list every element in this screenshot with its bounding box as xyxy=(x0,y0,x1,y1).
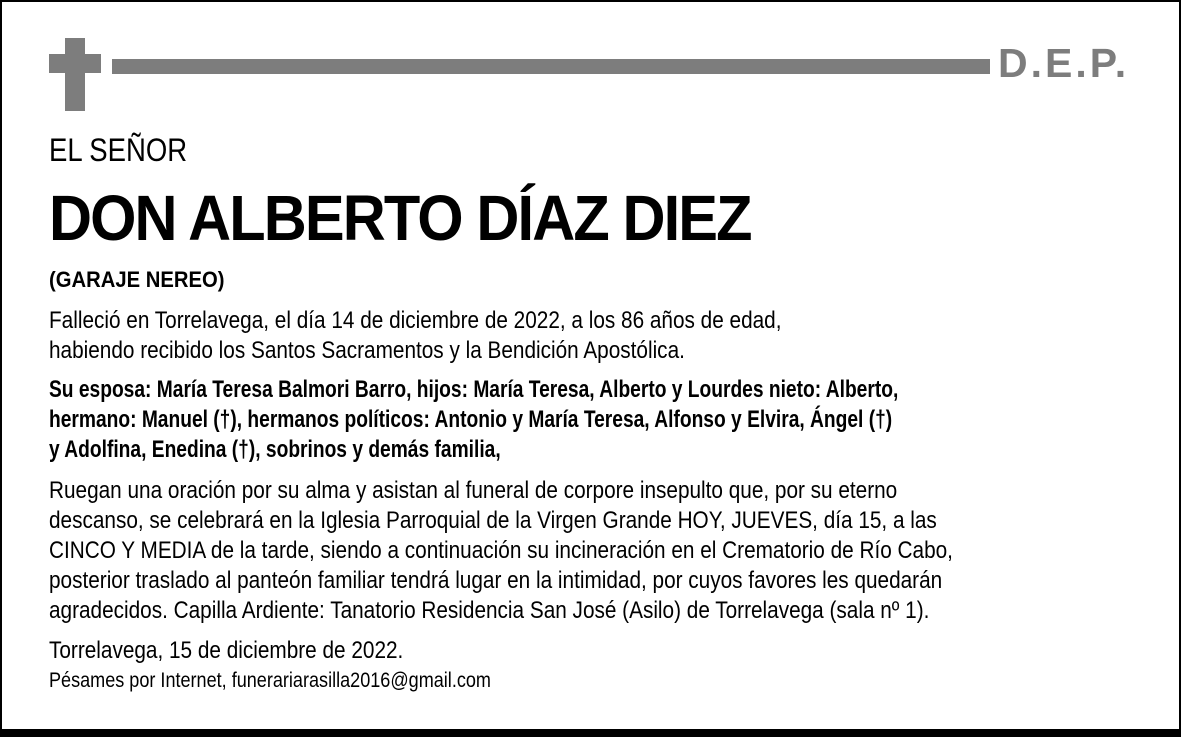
family-line: y Adolfina, Enedina (†), sobrinos y demás familia, xyxy=(49,436,501,463)
place-date: Torrelavega, 15 de diciembre de 2022. xyxy=(49,637,404,664)
cross-horizontal-bar xyxy=(49,54,101,73)
funeral-line: descanso, se celebrará en la Iglesia Parroquial de la Virgen Grande HOY, JUEVES, día 15, a las xyxy=(49,507,937,534)
death-notice xyxy=(49,306,781,366)
funeral-line: CINCO Y MEDIA de la tarde, siendo a continuación su incineración en el Crematorio de Río Cabo, xyxy=(49,537,953,564)
funeral-line: agradecidos. Capilla Ardiente: Tanatorio Residencia San José (Asilo) de Torrelavega (sala nº 1). xyxy=(49,597,930,624)
death-notice-line: habiendo recibido los Santos Sacramentos y la Bendición Apostólica. xyxy=(49,337,685,364)
family-line: hermano: Manuel (†), hermanos políticos: Antonio y María Teresa, Alfonso y Elvira, Ángel (†) xyxy=(49,406,893,433)
dep-label: D.E.P. xyxy=(998,40,1130,86)
family-list xyxy=(49,375,898,465)
funeral-line: Ruegan una oración por su alma y asistan al funeral de corpore insepulto que, por su eterno xyxy=(49,477,898,504)
funeral-line: posterior traslado al panteón familiar tendrá lugar en la intimidad, por cuyos favores les quedarán xyxy=(49,567,943,594)
honorific: EL SEÑOR xyxy=(49,132,188,168)
header-rule xyxy=(112,59,990,74)
nickname: (GARAJE NEREO) xyxy=(49,267,225,292)
death-notice-line: Falleció en Torrelavega, el día 14 de diciembre de 2022, a los 86 años de edad, xyxy=(49,307,782,334)
funeral-details xyxy=(49,476,953,626)
cross-vertical-bar xyxy=(65,38,85,111)
family-line: Su esposa: María Teresa Balmori Barro, hijos: María Teresa, Alberto y Lourdes nieto: Alberto, xyxy=(49,376,899,403)
deceased-name: DON ALBERTO DÍAZ DIEZ xyxy=(49,182,751,254)
condolences-email: Pésames por Internet, funerariarasilla2016@gmail.com xyxy=(49,669,491,692)
